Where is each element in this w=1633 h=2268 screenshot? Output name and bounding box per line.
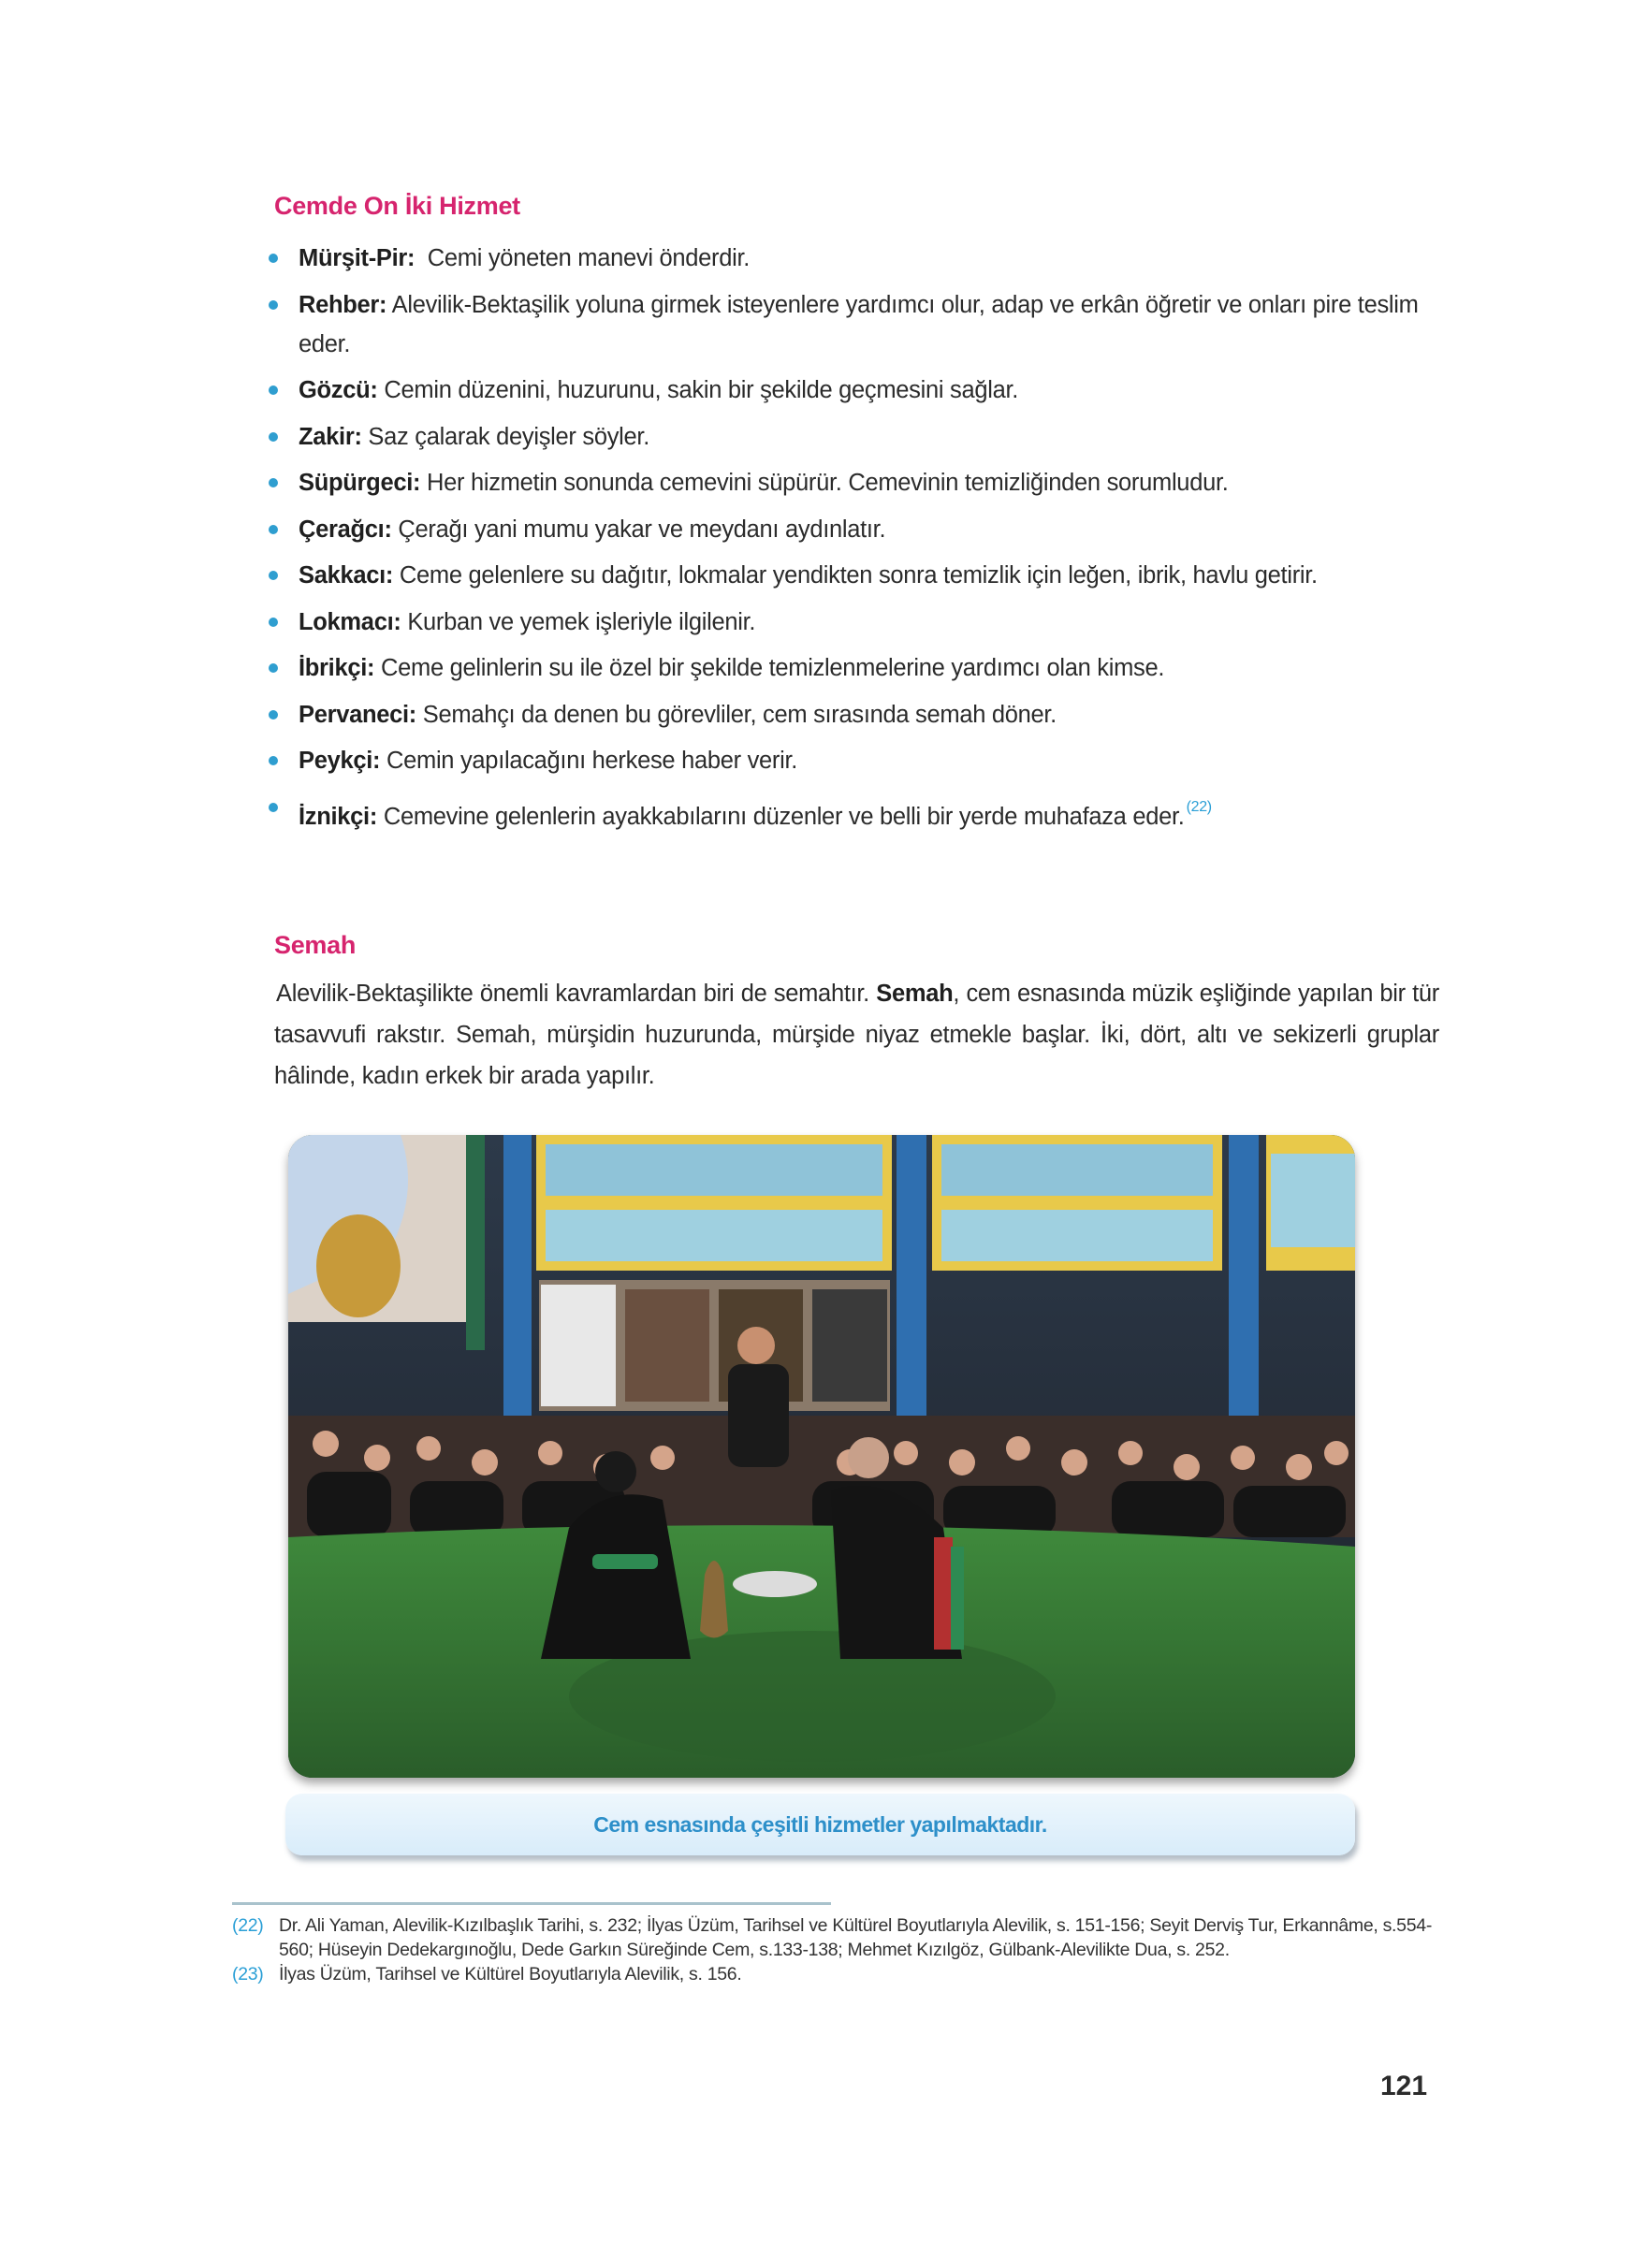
para-bold-term: Semah (876, 981, 954, 1007)
item-text: Ceme gelinlerin su ile özel bir şekilde temizlenmelerine yardımcı olan kimse. (374, 655, 1165, 681)
bullet-icon (269, 432, 278, 442)
item-text: Alevilik-Bektaşilik yoluna girmek isteyenlere yardımcı olur, adap ve erkân öğretir ve onları pire teslim eder. (299, 291, 1419, 357)
item-term: Çerağcı: (299, 516, 392, 543)
list-item (267, 371, 1446, 410)
bullet-icon (269, 385, 278, 395)
item-term: Pervaneci: (299, 701, 416, 728)
figure-caption (285, 1794, 1355, 1855)
semah-paragraph (274, 973, 1439, 1097)
item-term: Rehber: (299, 291, 387, 318)
item-text: Cemin düzenini, huzurunu, sakin bir şekilde geçmesini sağlar. (377, 377, 1019, 403)
bullet-icon (269, 525, 278, 534)
list-item (267, 648, 1446, 688)
list-item (267, 463, 1446, 502)
para-text: , cem esnasında müzik eşliğinde yapılan bir tür tasavvufi rakstır. Semah, mürşidin huzurunda, mürşide niyaz etmekle başlar. İki, dört, altı ve sekizerli gruplar hâlinde, kadın erkek bir arada yapılır. (274, 981, 1439, 1089)
item-term: Zakir: (299, 423, 362, 450)
footnote-divider (232, 1902, 831, 1905)
item-text: Kurban ve yemek işleriyle ilgilenir. (401, 608, 756, 635)
footnote-ref-22[interactable]: (22) (1186, 798, 1212, 815)
item-text: Her hizmetin sonunda cemevini süpürür. Cemevinin temizliğinden sorumludur. (420, 470, 1229, 496)
bullet-icon (269, 756, 278, 765)
hizmet-list (267, 239, 1446, 843)
cem-photo (288, 1135, 1355, 1778)
item-term: Peykçi: (299, 748, 381, 774)
bullet-icon (269, 618, 278, 627)
footnote-number: (23) (232, 1964, 264, 1985)
item-text: Cemevine gelenlerin ayakkabılarını düzenler ve belli bir yerde muhafaza eder. (377, 803, 1185, 830)
item-term: Gözcü: (299, 377, 378, 403)
footnotes (232, 1913, 1439, 1986)
item-term: İznikçi: (299, 803, 378, 830)
item-term: Sakkacı: (299, 562, 394, 589)
list-item (267, 417, 1446, 457)
caption-text: Cem esnasında çeşitli hizmetler yapılmaktadır. (593, 1811, 1047, 1837)
footnote-number: (22) (232, 1915, 264, 1936)
footnote-text: Dr. Ali Yaman, Alevilik-Kızılbaşlık Tarihi, s. 232; İlyas Üzüm, Tarihsel ve Kültürel Boyutlarıyla Alevilik, s. 151-156; Seyit Derviş Tur, Erkannâme, s.554-560; Hüseyin Dedekargınoğlu, Dede Garkın Süreğinde Cem, s.133-138; Mehmet Kızılgöz, Gülbank-Alevilikte Dua, s. 252. (279, 1915, 1433, 1960)
footnote-23 (232, 1962, 1439, 1986)
list-item (267, 285, 1446, 364)
item-term: Lokmacı: (299, 608, 401, 635)
bullet-icon (269, 710, 278, 720)
item-term: Süpürgeci: (299, 470, 421, 496)
list-item (267, 741, 1446, 780)
item-term: İbrikçi: (299, 655, 375, 681)
item-text: Cemin yapılacağını herkese haber verir. (380, 748, 798, 774)
bullet-icon (269, 478, 278, 487)
list-item (267, 695, 1446, 734)
item-term: Mürşit-Pir: (299, 245, 416, 271)
bullet-icon (269, 300, 278, 310)
bullet-icon (269, 254, 278, 263)
item-text: Saz çalarak deyişler söyler. (361, 423, 649, 450)
item-text: Semahçı da denen bu görevliler, cem sırasında semah döner. (416, 701, 1057, 728)
bullet-icon (269, 663, 278, 673)
list-item (267, 239, 1446, 278)
list-item (267, 788, 1446, 836)
item-text: Çerağı yani mumu yakar ve meydanı aydınlatır. (391, 516, 886, 543)
bullet-icon (269, 803, 278, 812)
list-item (267, 510, 1446, 549)
footnote-22 (232, 1913, 1439, 1962)
para-text: Alevilik-Bektaşilikte önemli kavramlardan biri de semahtır. (276, 981, 877, 1007)
footnote-text: İlyas Üzüm, Tarihsel ve Kültürel Boyutlarıyla Alevilik, s. 156. (279, 1964, 742, 1985)
item-text: Ceme gelenlere su dağıtır, lokmalar yendikten sonra temizlik için leğen, ibrik, havlu getirir. (393, 562, 1318, 589)
bullet-icon (269, 571, 278, 580)
list-item (267, 556, 1446, 595)
item-text: Cemi yöneten manevi önderdir. (415, 245, 751, 271)
section-heading-hizmet: Cemde On İki Hizmet (274, 192, 520, 220)
page-number: 121 (1380, 2071, 1428, 2101)
section-heading-semah: Semah (274, 931, 357, 959)
list-item (267, 603, 1446, 642)
